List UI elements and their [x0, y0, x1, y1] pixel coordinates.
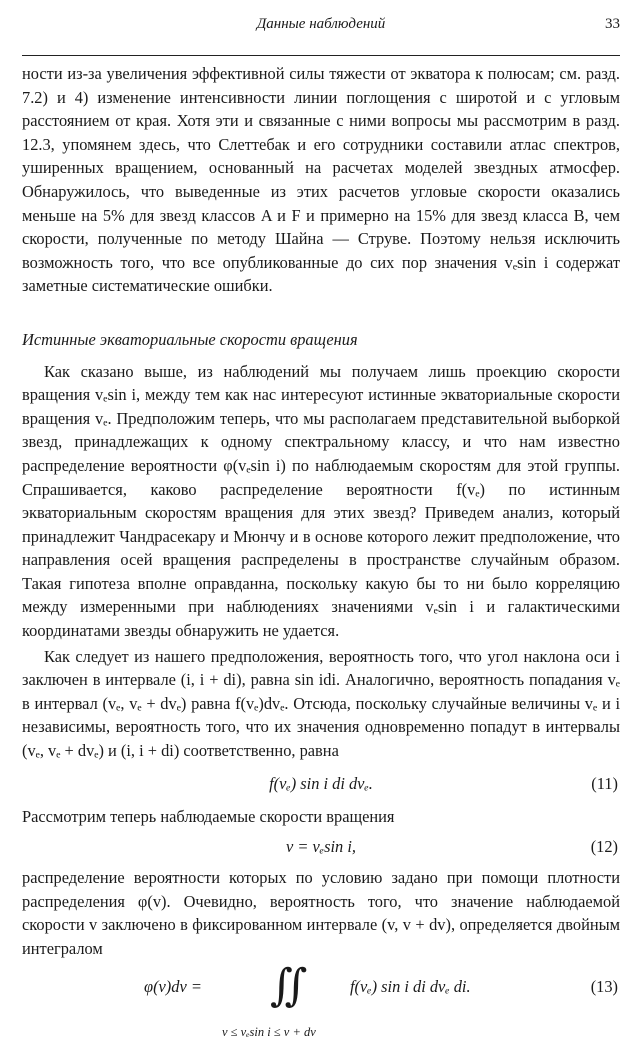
double-integral-sign: ∬	[270, 959, 308, 1011]
running-head: Данные наблюдений	[256, 16, 386, 32]
equation-11-formula: f(vₑ) sin i di dvₑ.	[269, 773, 373, 793]
equation-12	[22, 828, 620, 866]
equation-13-left: φ(v)dv =	[144, 976, 202, 996]
paragraph-probability: Как следует из нашего предположения, вероятность того, что угол наклона оси i заключен в интервале (i, i + di), равна sin idi. Аналогично, вероятность попадания vₑ в интервал (vₑ, vₑ + dvₑ) равна f(vₑ)dvₑ. Отсюда, поскольку случайные величины vₑ и i независимы, вероятность того, что их значения одновременно попадут в интервалы (vₑ, vₑ + dvₑ) и (i, i + di) соответственно, равна	[22, 646, 620, 761]
equation-11-number: (11)	[591, 773, 618, 793]
paragraph-continuation: ности из-за увеличения эффективной силы тяжести от экватора к полюсам; см. разд. 7.2) и 4) изменение интенсивности линии поглощения с широтой и с угловым расстоянием от края. Хотя эти и связанные с ними вопросы мы рассмотрим в разд. 12.3, упомянем здесь, что Слеттебак и его сотрудники составили атлас спектров, уширенных вращением, основанный на расчетах моделей звездных атмосфер. Обнаружилось, что выведенные из этих расчетов угловые скорости оказались меньше на 5% для звезд классов A и F и примерно на 15% для звезд класса B, чем скорости, полученные по методу Шайна — Струве. Поэтому нельзя исключить возможность того, что все опубликованные до сих пор значения vₑsin i содержат заметные систематические ошибки.	[22, 64, 620, 296]
equation-12-number: (12)	[590, 837, 618, 857]
paragraph-distribution: распределение вероятности которых по условию задано при помощи плотности распределения φ(v). Очевидно, вероятность того, что значение наблюдаемой скорости v заключено в фиксированном интервале (v, v + dv), определяется двойным интегралом	[22, 868, 620, 958]
header-rule	[22, 55, 620, 56]
paragraph-observed-velocities: Рассмотрим теперь наблюдаемые скорости вращения	[22, 806, 395, 826]
equation-11	[22, 763, 620, 805]
section-title: Истинные экваториальные скорости вращения	[22, 329, 358, 349]
equation-12-formula: v = vₑsin i,	[286, 837, 356, 857]
page-body	[22, 62, 620, 1047]
paragraph-true-velocities: Как сказано выше, из наблюдений мы получаем лишь проекцию скорости вращения vₑsin i, между тем как нас интересуют истинные экваториальные скорости вращения vₑ. Предположим теперь, что мы располагаем представительной выборкой звезд, принадлежащих к одному спектральному классу, и что нам известно распределение вероятности φ(vₑsin i) по наблюдаемым скоростям для этой группы. Спрашивается, каково распределение вероятности f(vₑ) по истинным экваториальным скоростям вращения для этих звезд? Приведем анализ, который принадлежит Чандрасекару и Мюнчу и в основе которого лежит предположение, что направления осей вращения распределены в пространстве случайным образом. Такая гипотеза вполне оправданна, поскольку какую бы то ни было корреляцию между измеренными при наблюдениях значениями vₑsin i и галактическими координатами звезды обнаружить не удается.	[22, 361, 620, 641]
equation-13	[22, 961, 620, 1047]
page-number: 33	[605, 16, 620, 32]
page-header	[22, 14, 620, 38]
integral-limits: v ≤ vₑsin i ≤ v + dv	[222, 1024, 316, 1039]
equation-13-right: f(vₑ) sin i di dvₑ di.	[350, 976, 471, 996]
equation-13-number: (13)	[590, 976, 618, 996]
